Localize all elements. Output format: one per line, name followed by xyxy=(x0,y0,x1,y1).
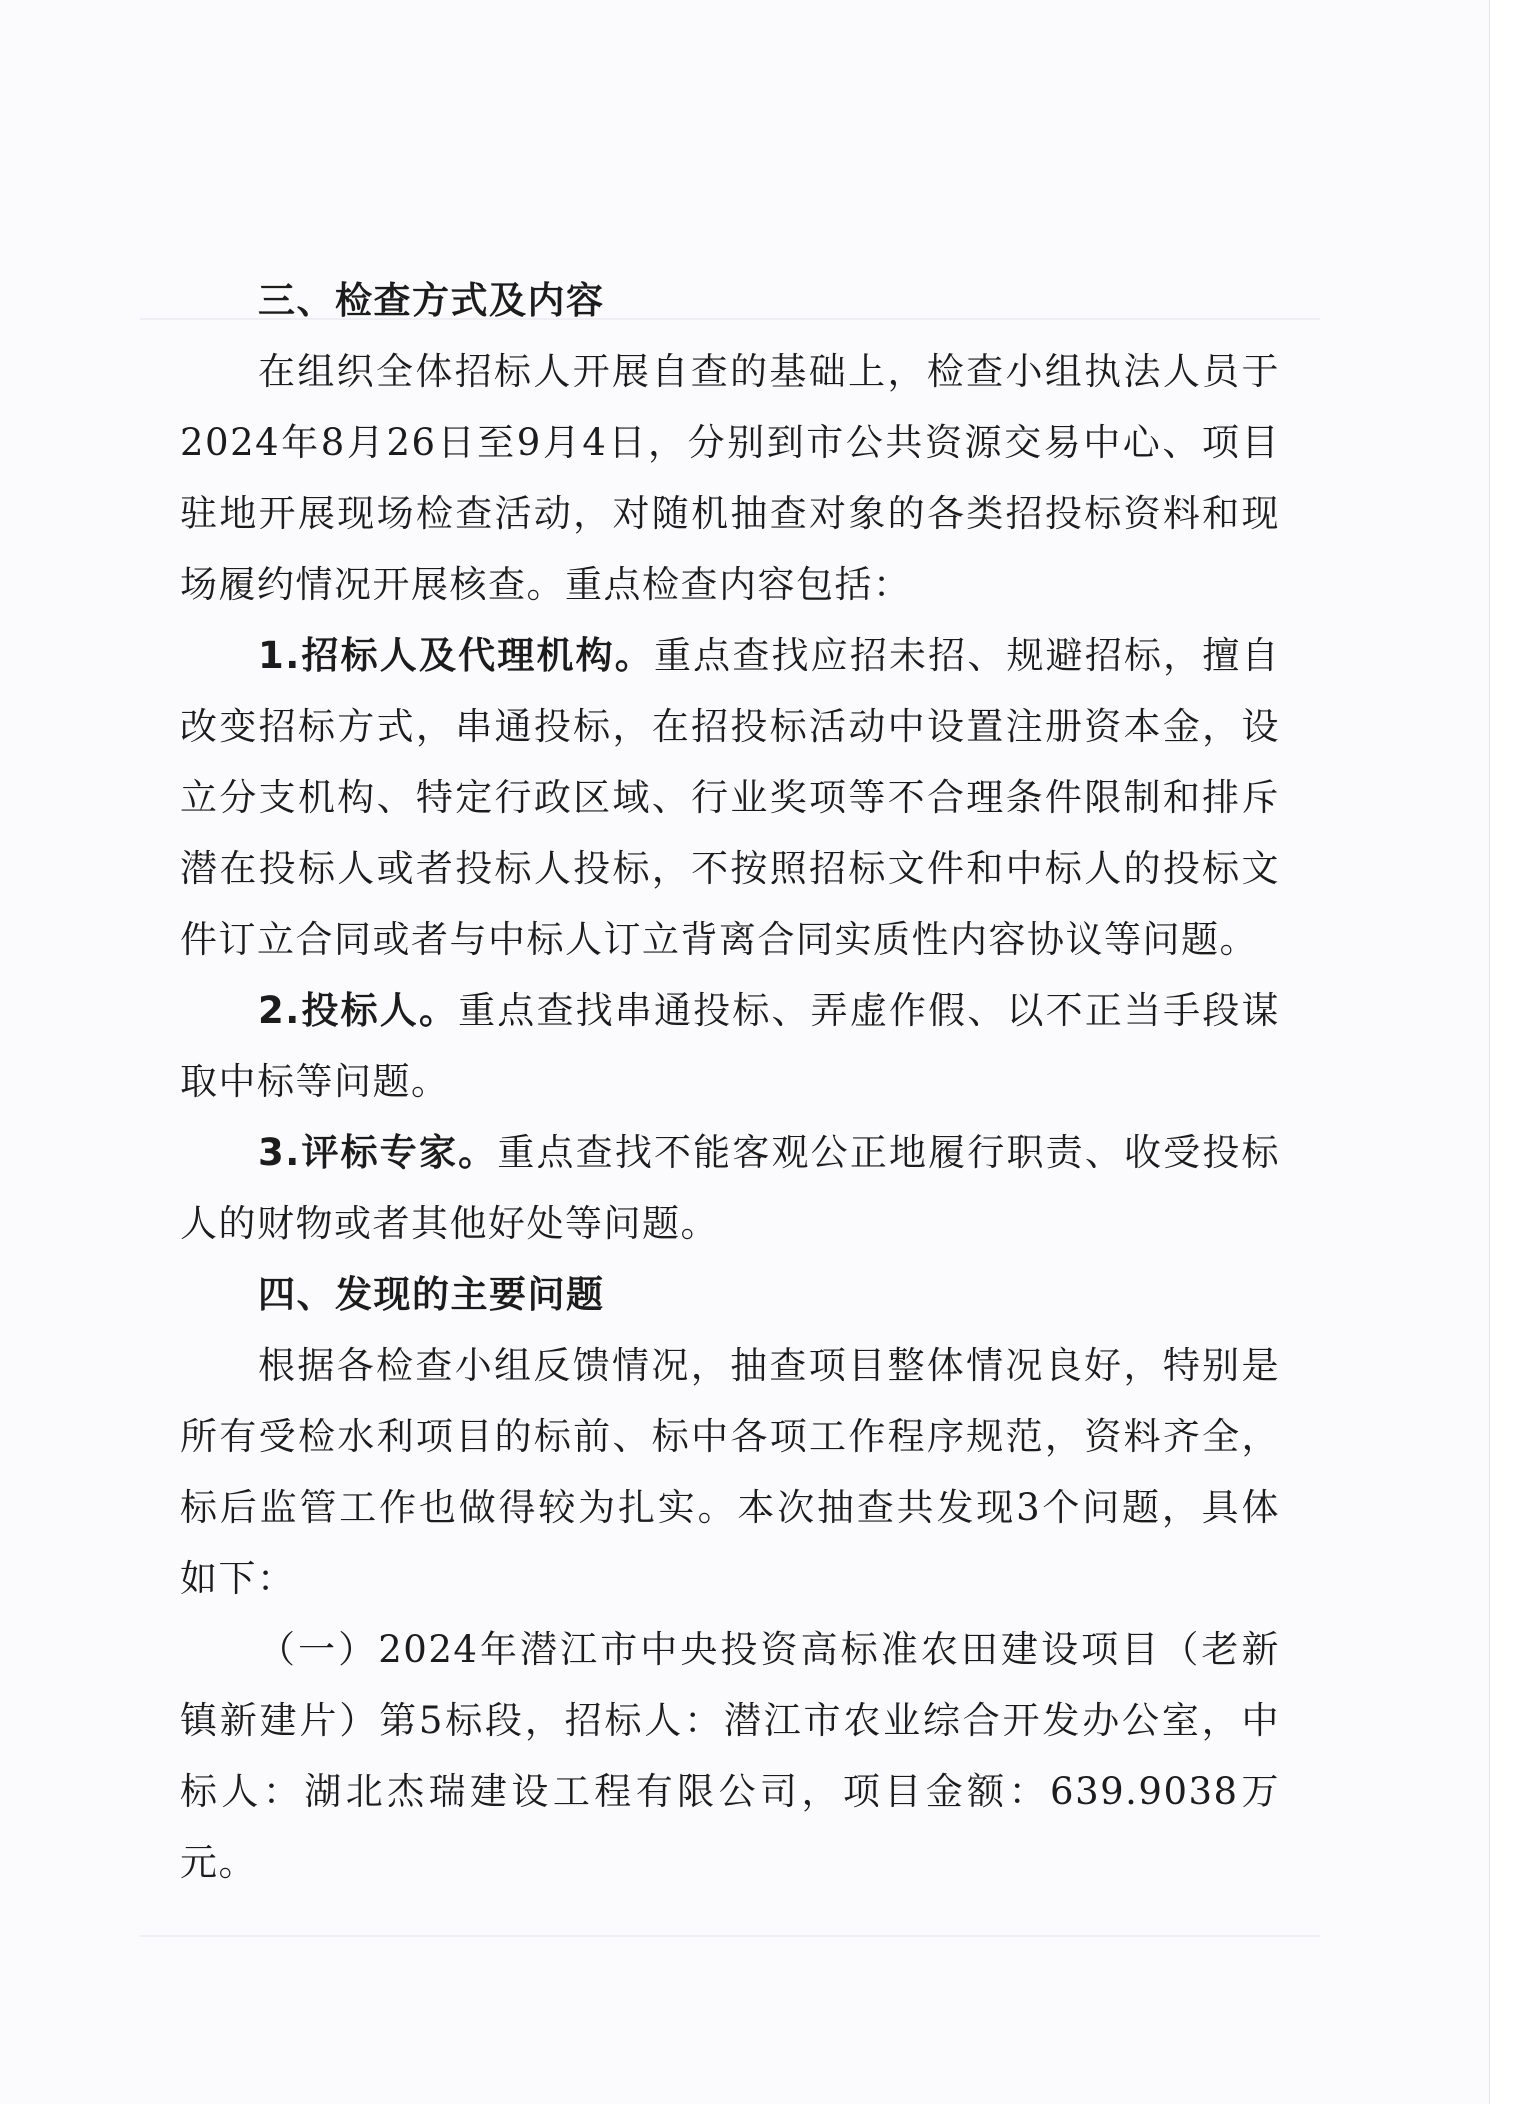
paragraph-self-check xyxy=(180,336,1280,620)
section-heading-main-issues: 四、发现的主要问题 xyxy=(258,1273,605,1316)
paragraph-lead: 1.招标人及代理机构。 xyxy=(258,634,654,677)
paragraph-bidder xyxy=(180,975,1280,1117)
page-edge xyxy=(1489,0,1530,2104)
paragraph-tenderer-agency xyxy=(180,620,1280,975)
section-heading-inspection-method: 三、检查方式及内容 xyxy=(258,279,605,322)
paragraph-text: 重点查找串通投标、弄虚作假、以不正当手段谋取中标等问题。 xyxy=(180,989,1280,1103)
paragraph-text: （一）2024年潜江市中央投资高标准农田建设项目（老新镇新建片）第5标段，招标人：潜江市农业综合开发办公室，中标人：湖北杰瑞建设工程有限公司，项目金额：639.9038万元。 xyxy=(180,1628,1280,1884)
document-body xyxy=(180,265,1280,1898)
paragraph-issue-one xyxy=(180,1614,1280,1898)
paragraph-lead: 3.评标专家。 xyxy=(258,1131,498,1174)
paragraph-text: 重点查找不能客观公正地履行职责、收受投标人的财物或者其他好处等问题。 xyxy=(180,1131,1280,1245)
paragraph-text: 根据各检查小组反馈情况，抽查项目整体情况良好，特别是所有受检水利项目的标前、标中各项工作程序规范，资料齐全，标后监管工作也做得较为扎实。本次抽查共发现3个问题，具体如下： xyxy=(180,1344,1280,1600)
paragraph-text: 在组织全体招标人开展自查的基础上，检查小组执法人员于2024年8月26日至9月4日，分别到市公共资源交易中心、项目驻地开展现场检查活动，对随机抽查对象的各类招投标资料和现场履约情况开展核查。重点检查内容包括： xyxy=(180,350,1280,606)
paragraph-overall-findings xyxy=(180,1330,1280,1614)
paragraph-lead: 2.投标人。 xyxy=(258,989,459,1032)
paragraph-evaluation-experts xyxy=(180,1117,1280,1259)
bleed-through-line xyxy=(140,1935,1320,1937)
paragraph-text: 重点查找应招未招、规避招标，擅自改变招标方式，串通投标，在招投标活动中设置注册资本金，设立分支机构、特定行政区域、行业奖项等不合理条件限制和排斥潜在投标人或者投标人投标，不按照招标文件和中标人的投标文件订立合同或者与中标人订立背离合同实质性内容协议等问题。 xyxy=(180,634,1280,961)
